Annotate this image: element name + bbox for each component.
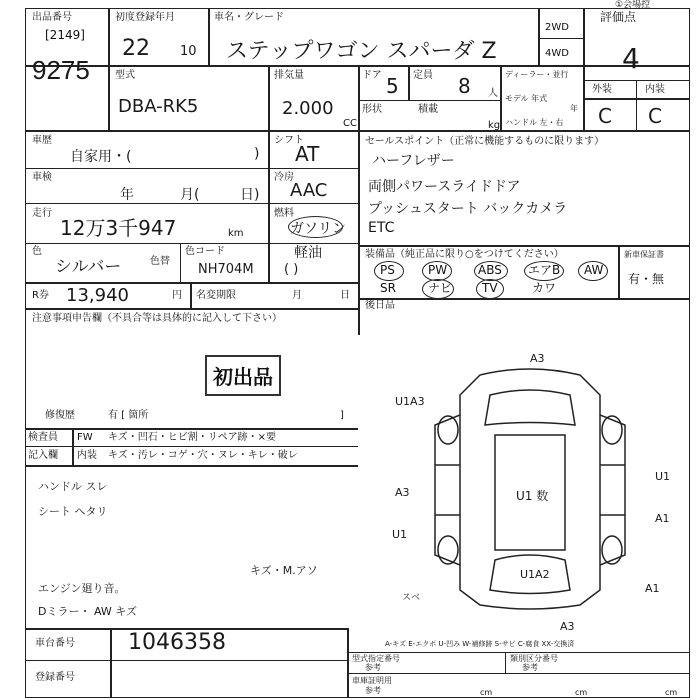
interior-label: 内装 [645, 84, 665, 95]
diag-mark-2: U1A3 [395, 395, 425, 408]
model-label: 型式 [115, 70, 135, 81]
score-value: 4 [622, 42, 640, 75]
sales-point-2: 両側パワースライドドア [368, 179, 521, 195]
class-label: 類別区分番号 [510, 654, 558, 663]
diag-mark-4: U1 [392, 528, 408, 541]
inspection-day: 日) [240, 187, 260, 203]
model-year-label: モデル 年式 [505, 94, 548, 103]
diag-mark-8: U1A2 [520, 568, 550, 581]
interior-items: キズ・汚レ・コゲ・穴・ヌレ・キレ・破レ [108, 450, 298, 461]
navi-circle [422, 279, 454, 299]
kind-label: 型式指定番号 [352, 654, 400, 663]
inspector-label-1: 検査員 [28, 432, 58, 443]
size-sub: 参考 [365, 686, 381, 695]
recycle-unit: 円 [172, 290, 182, 301]
history-close: ) [254, 146, 260, 162]
first-reg-year: 22 [122, 36, 150, 61]
first-listing-stamp: 初出品 [205, 355, 281, 396]
warranty-value: 有・無 [628, 272, 665, 286]
handle-label: ハンドル 左・右 [505, 118, 564, 127]
notes-label: 注意事項申告欄（不具合等は具体的に記入して下さい） [32, 313, 282, 324]
color-label: 色 [32, 246, 42, 257]
drive-4wd: 4WD [545, 48, 569, 59]
diag-mark-10: A3 [560, 620, 575, 633]
displacement-unit: CC [343, 118, 357, 129]
inspector-label-2: 記入欄 [28, 450, 58, 461]
first-reg-label: 初度登録年月 [115, 12, 175, 23]
inspection-month: 月( [180, 187, 200, 203]
exterior-label: 外装 [592, 84, 612, 95]
inspector-note-1: ハンドル スレ [38, 480, 108, 493]
fuel-gas-circle [288, 216, 343, 238]
aircon-label: 冷房 [274, 172, 294, 183]
inspection-year: 年 [120, 187, 134, 203]
color-change-label: 色替 [150, 256, 170, 267]
sales-point-3: プッシュスタート バックカメラ [368, 201, 568, 217]
equip-pw: PW [428, 263, 448, 277]
chassis-label: 車台番号 [35, 638, 75, 649]
exterior-score: C [598, 104, 612, 128]
interior-score: C [648, 104, 662, 128]
car-name-value: ステップワゴン スパーダ Z [226, 39, 497, 64]
inspector-note-5: Dミラー・ AW キズ [38, 605, 138, 618]
shift-value: AT [295, 142, 320, 166]
sales-points-label: セールスポイント（正常に機能するものに限ります） [365, 136, 605, 147]
equip-sr: SR [380, 281, 396, 295]
doors-value: 5 [386, 74, 399, 98]
lot-label: 出品番号 [32, 12, 72, 23]
ps-circle [374, 261, 404, 281]
color-code: NH704M [198, 262, 254, 277]
fw-label: FW [77, 432, 93, 443]
repair-value: 有 [ 箇所 [108, 410, 149, 421]
class-sub: 参考 [522, 663, 538, 672]
mileage-value: 12万3千947 [60, 216, 177, 240]
damage-legend: A-キズ E-エクボ U-凹み W-補修跡 S-サビ C-腐食 XX-交換済 [385, 640, 575, 648]
diag-mark-1: A3 [530, 352, 545, 365]
equip-leather: カワ [532, 281, 557, 295]
expiry-month: 月 [292, 290, 302, 301]
capacity-unit: 人 [488, 88, 498, 99]
diag-mark-9: A1 [645, 582, 660, 595]
displacement-label: 排気量 [274, 70, 304, 81]
diag-mark-7: A1 [655, 512, 670, 525]
fuel-paren: ( ) [284, 262, 299, 277]
diag-mark-11: スベ [402, 593, 421, 603]
lot-number: 9275 [32, 55, 90, 85]
airbag-circle [524, 261, 564, 281]
fuel-label: 燃料 [274, 208, 294, 219]
equip-aw: AW [584, 263, 604, 277]
shift-label: シフト [274, 135, 304, 146]
expiry-label: 名変期限 [196, 290, 236, 301]
size-label: 車庫証明用 [352, 676, 392, 685]
recycle-value: 13,940 [66, 285, 129, 306]
score-label: 評価点 [600, 10, 637, 24]
inspector-note-3: キズ・M.アソ [250, 564, 318, 577]
aircon-value: AAC [290, 180, 328, 201]
equip-tv: TV [482, 281, 498, 295]
color-value: シルバー [55, 257, 122, 277]
repair-label: 修復歴 [45, 410, 75, 421]
inspection-label: 車検 [32, 172, 52, 183]
diag-mark-5: U1 数 [516, 489, 549, 503]
dealer-label: ディーラー・並行 [505, 70, 569, 79]
size-cm-1: cm [480, 688, 493, 697]
repair-close: ] [340, 410, 344, 421]
mileage-label: 走行 [32, 208, 52, 219]
reg-label: 登録番号 [35, 672, 75, 683]
doors-label: ドア [362, 70, 382, 81]
equipment-label: 装備品（純正品に限り○をつけてください） [365, 249, 564, 260]
inspector-note-2: シート ヘタリ [38, 505, 108, 518]
displacement-value: 2.000 [282, 98, 334, 119]
shape-label: 形状 [362, 104, 382, 115]
year-unit: 年 [570, 104, 578, 113]
size-cm-3: cm [665, 688, 678, 697]
drive-2wd: 2WD [545, 22, 569, 33]
warranty-label: 新車保証書 [624, 250, 664, 259]
capacity-label: 定員 [413, 70, 433, 81]
fw-items: キズ・凹石・ヒビ割・リペア跡・×要 [108, 432, 276, 443]
sales-point-1: ハーフレザー [372, 153, 455, 169]
fuel-diesel: 軽油 [294, 245, 322, 261]
capacity-value: 8 [458, 74, 471, 98]
copy-note: ①会場控 [615, 0, 651, 10]
equip-navi: ナビ [428, 281, 453, 295]
first-reg-month: 10 [180, 44, 197, 59]
equip-abs: ABS [478, 263, 502, 277]
diag-mark-3: A3 [395, 486, 410, 499]
car-name-label: 車名・グレード [214, 12, 284, 23]
recycle-label: R券 [32, 290, 49, 301]
interior-items-label: 内装 [77, 450, 97, 461]
mileage-unit: km [228, 228, 244, 239]
lot-code: [2149] [45, 28, 85, 42]
load-label: 積載 [418, 104, 438, 115]
kind-sub: 参考 [365, 663, 381, 672]
history-label: 車歴 [32, 135, 52, 146]
abs-circle [474, 261, 508, 281]
back-seat-label: 後日品 [365, 300, 395, 311]
tv-circle [476, 279, 504, 299]
diag-mark-6: U1 [655, 470, 671, 483]
equip-airbag: エアB [528, 263, 561, 277]
size-cm-2: cm [575, 688, 588, 697]
inspector-note-4: エンジン廻り音。 [38, 582, 126, 595]
aw-circle [578, 261, 608, 281]
model-value: DBA-RK5 [118, 96, 199, 117]
pw-circle [422, 261, 452, 281]
load-unit: kg [488, 120, 501, 131]
sales-point-4: ETC [368, 220, 395, 236]
color-code-label: 色コード [185, 246, 225, 257]
history-value: 自家用・( [70, 149, 132, 165]
expiry-day: 日 [340, 290, 350, 301]
fuel-gas: ガソリン [290, 221, 346, 237]
chassis-value: 1046358 [128, 630, 226, 655]
equip-ps: PS [380, 263, 395, 277]
